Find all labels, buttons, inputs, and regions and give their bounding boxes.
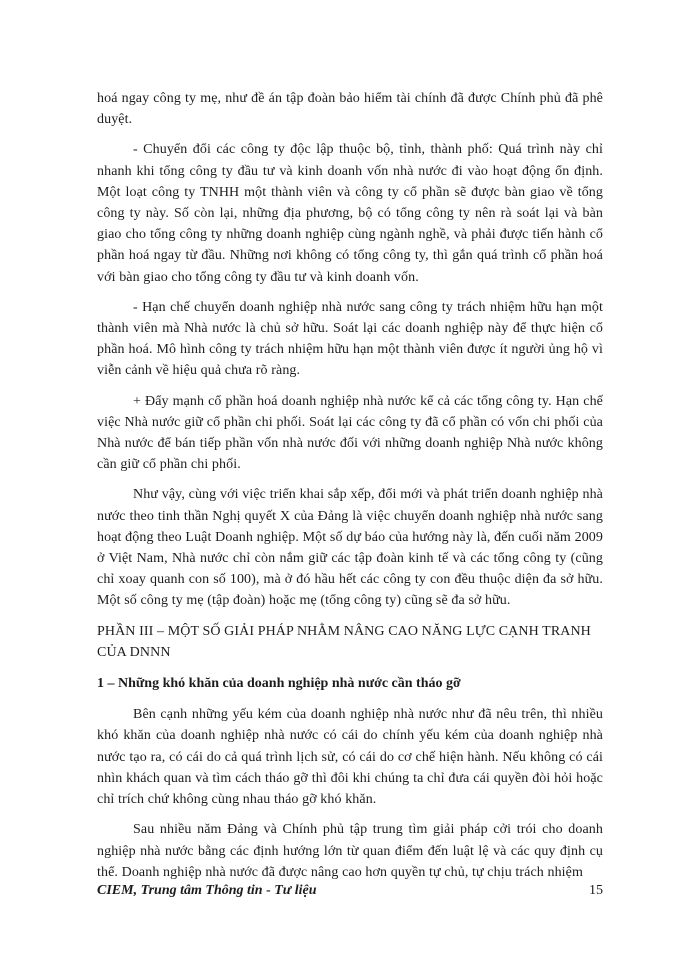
paragraph-dash-chuyen-doi: - Chuyển đổi các công ty độc lập thuộc bộ, tỉnh, thành phố: Quá trình này chỉ nhanh khi tổng công ty đầu tư và kinh doanh vốn nhà nước đi vào hoạt động ổn định. Một loạt công ty TNHH một thành viên và công ty cổ phần sẽ được bàn giao về tổng công ty này. Số còn lại, những địa phương, bộ có tổng công ty nên rà soát lại và bàn giao cho tổng công ty những doanh nghiệp cùng ngành nghề, và phải được tiến hành cổ phần hoá ngay từ đầu. Những nơi không có tổng công ty, thì gắn quá trình cổ phần hoá với bàn giao cho tổng công ty đầu tư và kinh doanh vốn. <box>97 142 603 285</box>
heading-part-iii: PHẦN III – MỘT SỐ GIẢI PHÁP NHẰM NÂNG CAO NĂNG LỰC CẠNH TRANH CỦA DNNN <box>97 623 591 660</box>
footer-source-label: CIEM, Trung tâm Thông tin - Tư liệu <box>97 883 317 898</box>
paragraph-continuation: hoá ngay công ty mẹ, như đề án tập đoàn bảo hiểm tài chính đã được Chính phủ đã phê duyệt. <box>97 91 603 128</box>
page-footer <box>97 883 603 899</box>
heading-section-1: 1 – Những khó khăn của doanh nghiệp nhà nước cần tháo gỡ <box>97 676 461 692</box>
paragraph-dash-han-che: - Hạn chế chuyển doanh nghiệp nhà nước sang công ty trách nhiệm hữu hạn một thành viên mà Nhà nước là chủ sở hữu. Soát lại các doanh nghiệp này để thực hiện cổ phần hoá. Mô hình công ty trách nhiệm hữu hạn một thành viên được ít người ủng hộ vì viễn cảnh về hiệu quả chưa rõ ràng. <box>97 299 603 379</box>
page-body <box>97 88 603 892</box>
paragraph-sau-nhieu-nam: Sau nhiều năm Đảng và Chính phủ tập trung tìm giải pháp cởi trói cho doanh nghiệp nhà nước bằng các định hướng lớn từ quan điểm đến luật lệ và các quy định cụ thể. Doanh nghiệp nhà nước đã được nâng cao hơn quyền tự chủ, tự chịu trách nhiệm <box>97 822 603 880</box>
paragraph-plus-day-manh: + Đẩy mạnh cổ phần hoá doanh nghiệp nhà nước kể cả các tổng công ty. Hạn chế việc Nhà nước giữ cổ phần chi phối. Soát lại các công ty đã cổ phần có vốn chi phối của Nhà nước để bán tiếp phần vốn nhà nước đối với những doanh nghiệp Nhà nước không cần giữ cổ phần chi phối. <box>97 393 603 473</box>
paragraph-ben-canh: Bên cạnh những yếu kém của doanh nghiệp nhà nước như đã nêu trên, thì nhiều khó khăn của doanh nghiệp nhà nước có cái do chính yếu kém của doanh nghiệp nhà nước tạo ra, có cái do cả quá trình lịch sử, có cái do cơ chế hiện hành. Nếu không có cái nhìn khách quan và tìm cách tháo gỡ thì đôi khi chúng ta chỉ đưa cái quyền đòi hỏi hoặc chỉ trích chứ không cùng nhau tháo gỡ khó khăn. <box>97 707 603 808</box>
page-number: 15 <box>589 883 603 898</box>
paragraph-nhu-vay: Như vậy, cùng với việc triển khai sắp xếp, đổi mới và phát triển doanh nghiệp nhà nước theo tinh thần Nghị quyết X của Đảng là việc chuyển doanh nghiệp nhà nước sang hoạt động theo Luật Doanh nghiệp. Một số dự báo của hướng này là, đến cuối năm 2009 ở Việt Nam, Nhà nước chỉ còn nắm giữ các tập đoàn kinh tế và các tổng công ty (cũng chỉ xoay quanh con số 100), mà ở đó hầu hết các công ty con đều thuộc diện đa sở hữu. Một số công ty mẹ (tập đoàn) hoặc mẹ (tổng công ty) cũng sẽ đa sở hữu. <box>97 487 603 609</box>
